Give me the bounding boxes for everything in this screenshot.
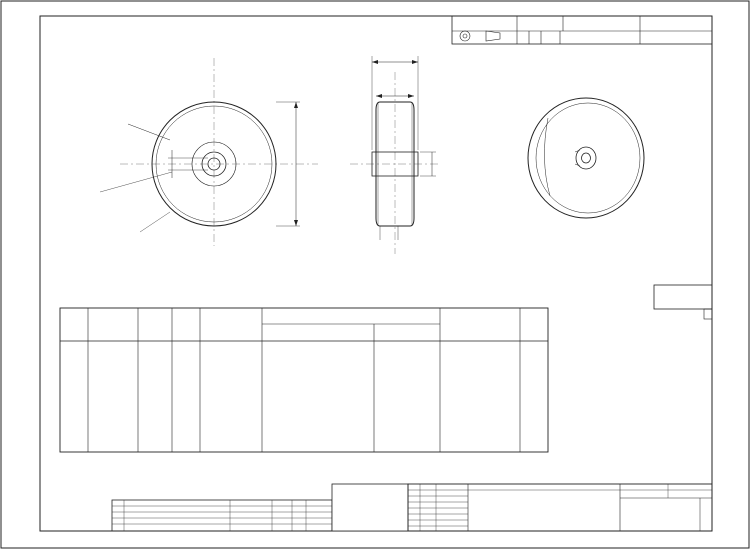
- part-stamp: [332, 484, 408, 531]
- isometric-view: [528, 98, 644, 218]
- header-strip: [452, 16, 712, 44]
- drawing-number-callout: [654, 285, 712, 319]
- side-view: [350, 56, 440, 254]
- title-block: [408, 484, 712, 531]
- inner-border: [40, 16, 712, 531]
- front-view: [100, 58, 318, 246]
- chart-table: [60, 308, 548, 452]
- iso-wheel-rim: [528, 98, 644, 218]
- outer-border: [1, 1, 749, 548]
- projection-cone-icon: [486, 31, 500, 41]
- projection-circle-icon: [460, 31, 470, 41]
- revision-block: [112, 500, 332, 531]
